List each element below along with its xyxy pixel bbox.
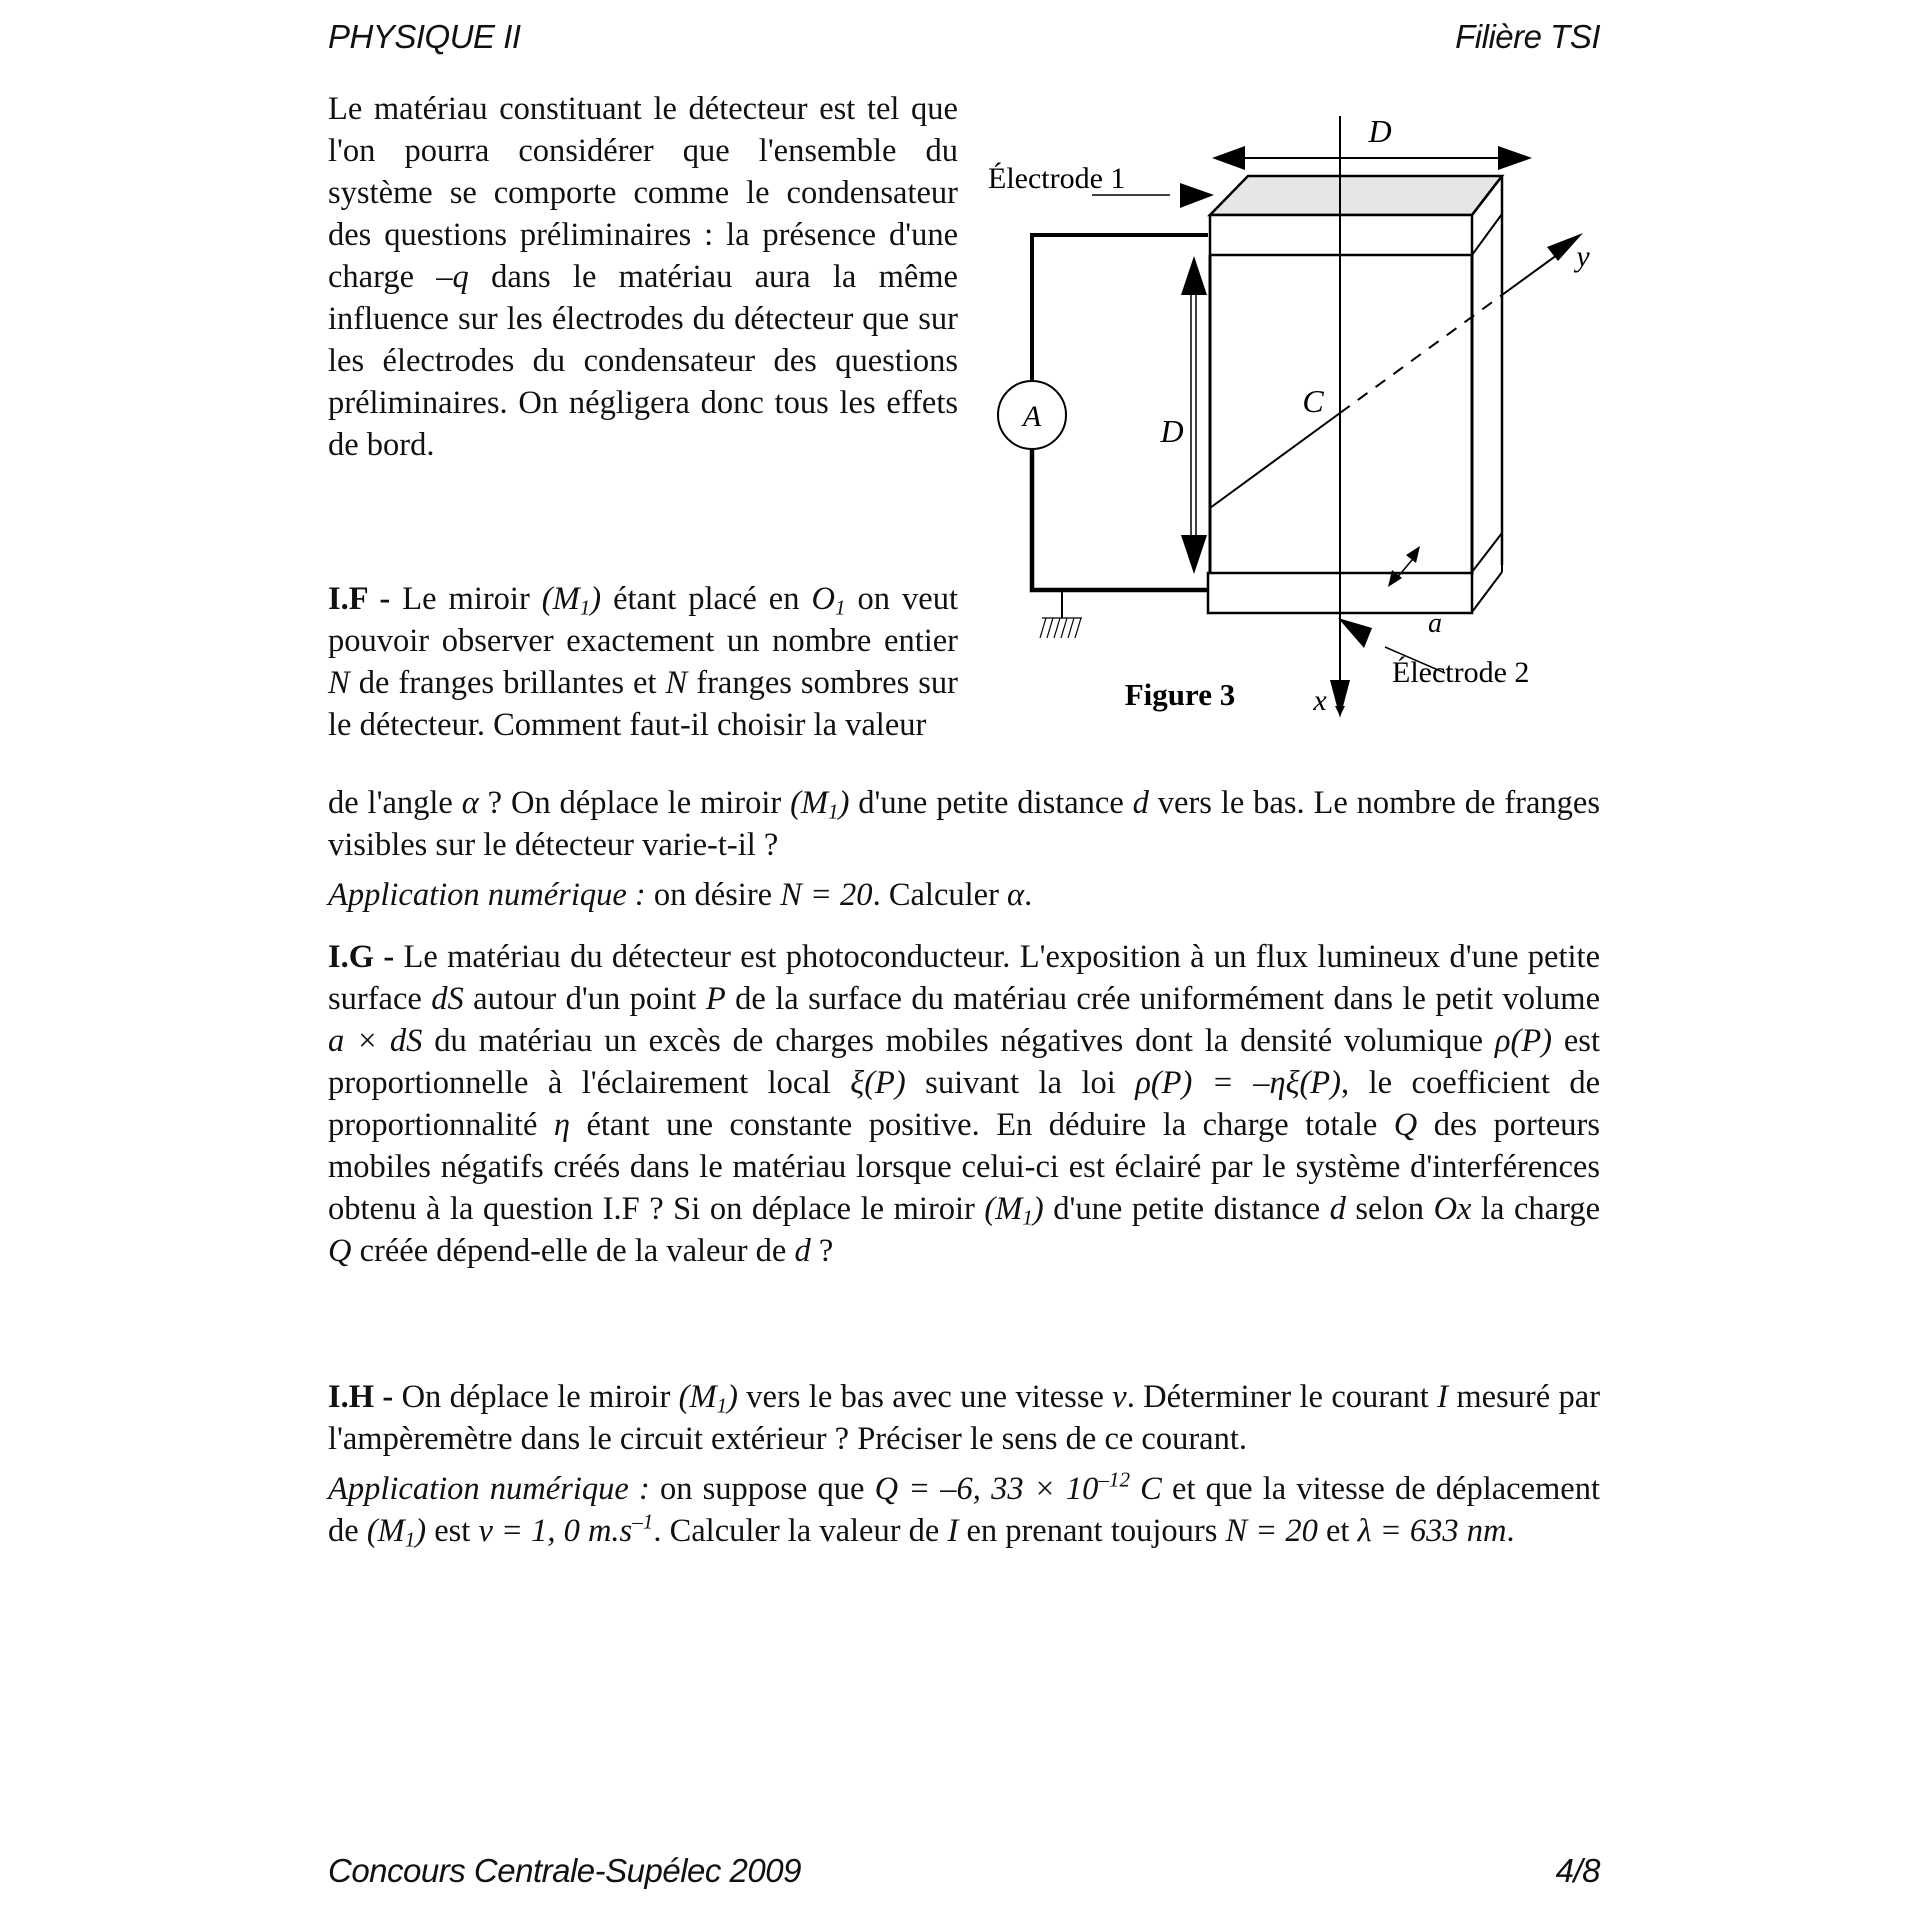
equation: a × dS [328, 1023, 423, 1059]
text: on désire [645, 877, 781, 913]
text: la charge [1471, 1191, 1601, 1227]
section-label: I.G - [328, 939, 395, 975]
text: des porteurs mobiles négatifs créés dans le matériau lorsque celui-ci est éclairé par le système d'interférences obtenu à la question I.F ? Si on déplace le miroir [328, 1107, 1600, 1227]
x-axis-label: x [1313, 684, 1327, 717]
text: . Calculer [872, 877, 1008, 913]
intro-text: Le matériau constituant le détecteur est tel que l'on pourra considérer que l'ensemble du système se comporte comme le condensateur des questions préliminaires : la présence d'une charge [328, 91, 958, 295]
text: vers le bas. Le nombre de franges visibles sur le détecteur varie-t-il ? [328, 785, 1600, 863]
electrode-1-label: Électrode 1 [988, 162, 1126, 195]
text: est [426, 1513, 479, 1549]
symbol: ρ(P) [1494, 1023, 1553, 1059]
n-symbol: N [328, 665, 350, 701]
text: . Calculer la valeur de [653, 1513, 948, 1549]
text: étant placé en [601, 581, 812, 617]
equation: Q = –6, $33 \times 10^{-12}$ C [874, 1467, 1162, 1507]
text: ? [810, 1233, 834, 1269]
footer-page-number: 4/8 [1555, 1852, 1600, 1889]
y-axis-label: y [1576, 240, 1590, 273]
section-label: I.F - [328, 581, 391, 617]
mirror-symbol: $(M_1)$ [984, 1191, 1044, 1230]
thickness-arrow-b [1406, 546, 1420, 563]
dim-side-arrow-up [1181, 256, 1207, 295]
text: est proportionnelle à l'éclairement local [328, 1023, 1600, 1101]
electrode-2-label: Électrode 2 [1392, 656, 1530, 689]
box-edge [1472, 214, 1502, 255]
circuit-wire-bottom [1032, 449, 1208, 590]
symbol: I [947, 1513, 959, 1549]
text: vers le bas avec une vitesse [737, 1379, 1113, 1415]
header-subject: PHYSIQUE II [328, 18, 521, 55]
dim-side-label: D [1160, 413, 1184, 449]
intro-text-2: dans le matériau aura la même influence sur les électrodes du détecteur que sur les électrodes du condensateur des questions préliminaires. On négligera donc tous les effets de bord. [328, 259, 958, 463]
application-label: Application numérique : [328, 877, 646, 913]
point-symbol: $O_1$ [811, 581, 846, 620]
equation: λ = 633 nm [1357, 1513, 1507, 1549]
text: suivant la loi [905, 1065, 1136, 1101]
y-axis-solid [1210, 413, 1340, 508]
mirror-symbol: $(M_1)$ [678, 1379, 738, 1418]
text: . [1024, 877, 1033, 913]
text: de l'angle [328, 785, 462, 821]
mirror-symbol: $(M_1)$ [366, 1513, 427, 1552]
equation: ρ(P) = –ηξ(P) [1135, 1065, 1341, 1101]
symbol: Q [1393, 1107, 1418, 1143]
equation: N = 20 [1225, 1513, 1318, 1549]
text: du matériau un excès de charges mobiles négatives dont la densité volumique [422, 1023, 1495, 1059]
x-axis-arrowhead [1330, 680, 1350, 718]
dim-top-arrow-left [1212, 146, 1245, 170]
y-axis-dashed [1340, 295, 1502, 413]
text: . [1506, 1513, 1515, 1549]
text: Le matériau du détecteur est photoconducteur. L'exposition à un flux lumineux d'une petite surface [328, 939, 1600, 1017]
text: de franges brillantes et [349, 665, 666, 701]
symbol: Q [328, 1233, 352, 1269]
symbol: dS [431, 981, 464, 1017]
box-edge [1472, 533, 1502, 572]
circuit-wire-top [1032, 235, 1208, 381]
electrode-1-top-face [1210, 176, 1502, 215]
text: créée dépend-elle de la valeur de [351, 1233, 795, 1269]
symbol: P [705, 981, 726, 1017]
dim-side-arrow-down [1181, 535, 1207, 574]
dim-top-arrow-right [1498, 146, 1532, 170]
header-track: Filière TSI [1455, 18, 1600, 55]
text: en prenant toujours [958, 1513, 1226, 1549]
alpha-symbol: α [1007, 877, 1025, 913]
ground-icon [1040, 618, 1082, 638]
symbol: ξ(P) [850, 1065, 906, 1101]
thickness-label: a [1428, 608, 1442, 639]
text: selon [1345, 1191, 1434, 1227]
alpha-symbol: α [461, 785, 479, 821]
electrode-1-pointer-head [1180, 183, 1214, 208]
text: on veut pouvoir observer exactement un nombre entier [328, 581, 958, 659]
equation: v = 1, 0 $m.s^{-1}$ [478, 1509, 654, 1549]
mirror-symbol: $(M_1)$ [790, 785, 850, 824]
text: et [1317, 1513, 1358, 1549]
text: de la surface du matériau crée uniformément dans le petit volume [725, 981, 1601, 1017]
text: d'une petite distance [849, 785, 1133, 821]
text: et que la vitesse de déplacement de [328, 1471, 1600, 1549]
box-edge [1472, 572, 1502, 612]
text: on suppose que [649, 1471, 875, 1507]
center-label: C [1302, 383, 1324, 419]
symbol: d [1329, 1191, 1346, 1227]
n-symbol: N [665, 665, 688, 701]
footer-exam: Concours Centrale-Supélec 2009 [328, 1852, 801, 1889]
section-label: I.H - [328, 1379, 394, 1415]
application-label: Application numérique : [328, 1471, 650, 1507]
equation: N = 20 [780, 877, 873, 913]
ammeter-label: A [1022, 400, 1042, 433]
symbol: I [1437, 1379, 1448, 1415]
symbol: Ox [1433, 1191, 1472, 1227]
text: ? On déplace le miroir [478, 785, 791, 821]
symbol: v [1112, 1379, 1127, 1415]
text: . Déterminer le courant [1126, 1379, 1438, 1415]
mirror-symbol: $(M_1)$ [541, 581, 602, 620]
text: franges sombres sur le détecteur. Comment faut-il choisir la valeur [328, 665, 959, 743]
text: Le miroir [390, 581, 542, 617]
charge-symbol: –q [436, 259, 469, 295]
text: étant une constante positive. En déduire la charge totale [570, 1107, 1394, 1143]
text: d'une petite distance [1043, 1191, 1330, 1227]
symbol: d [794, 1233, 811, 1269]
text: On déplace le miroir [393, 1379, 679, 1415]
figure-caption: Figure 3 [1124, 677, 1236, 712]
text: autour d'un point [463, 981, 706, 1017]
symbol: η [553, 1107, 570, 1143]
d-symbol: d [1132, 785, 1149, 821]
text: , le coefficient de proportionnalité [328, 1065, 1601, 1143]
electrode-2-pointer-head [1338, 618, 1372, 648]
dim-top-label: D [1368, 113, 1392, 149]
text: mesuré par l'ampèremètre dans le circuit extérieur ? Préciser le sens de ce courant. [328, 1379, 1601, 1457]
